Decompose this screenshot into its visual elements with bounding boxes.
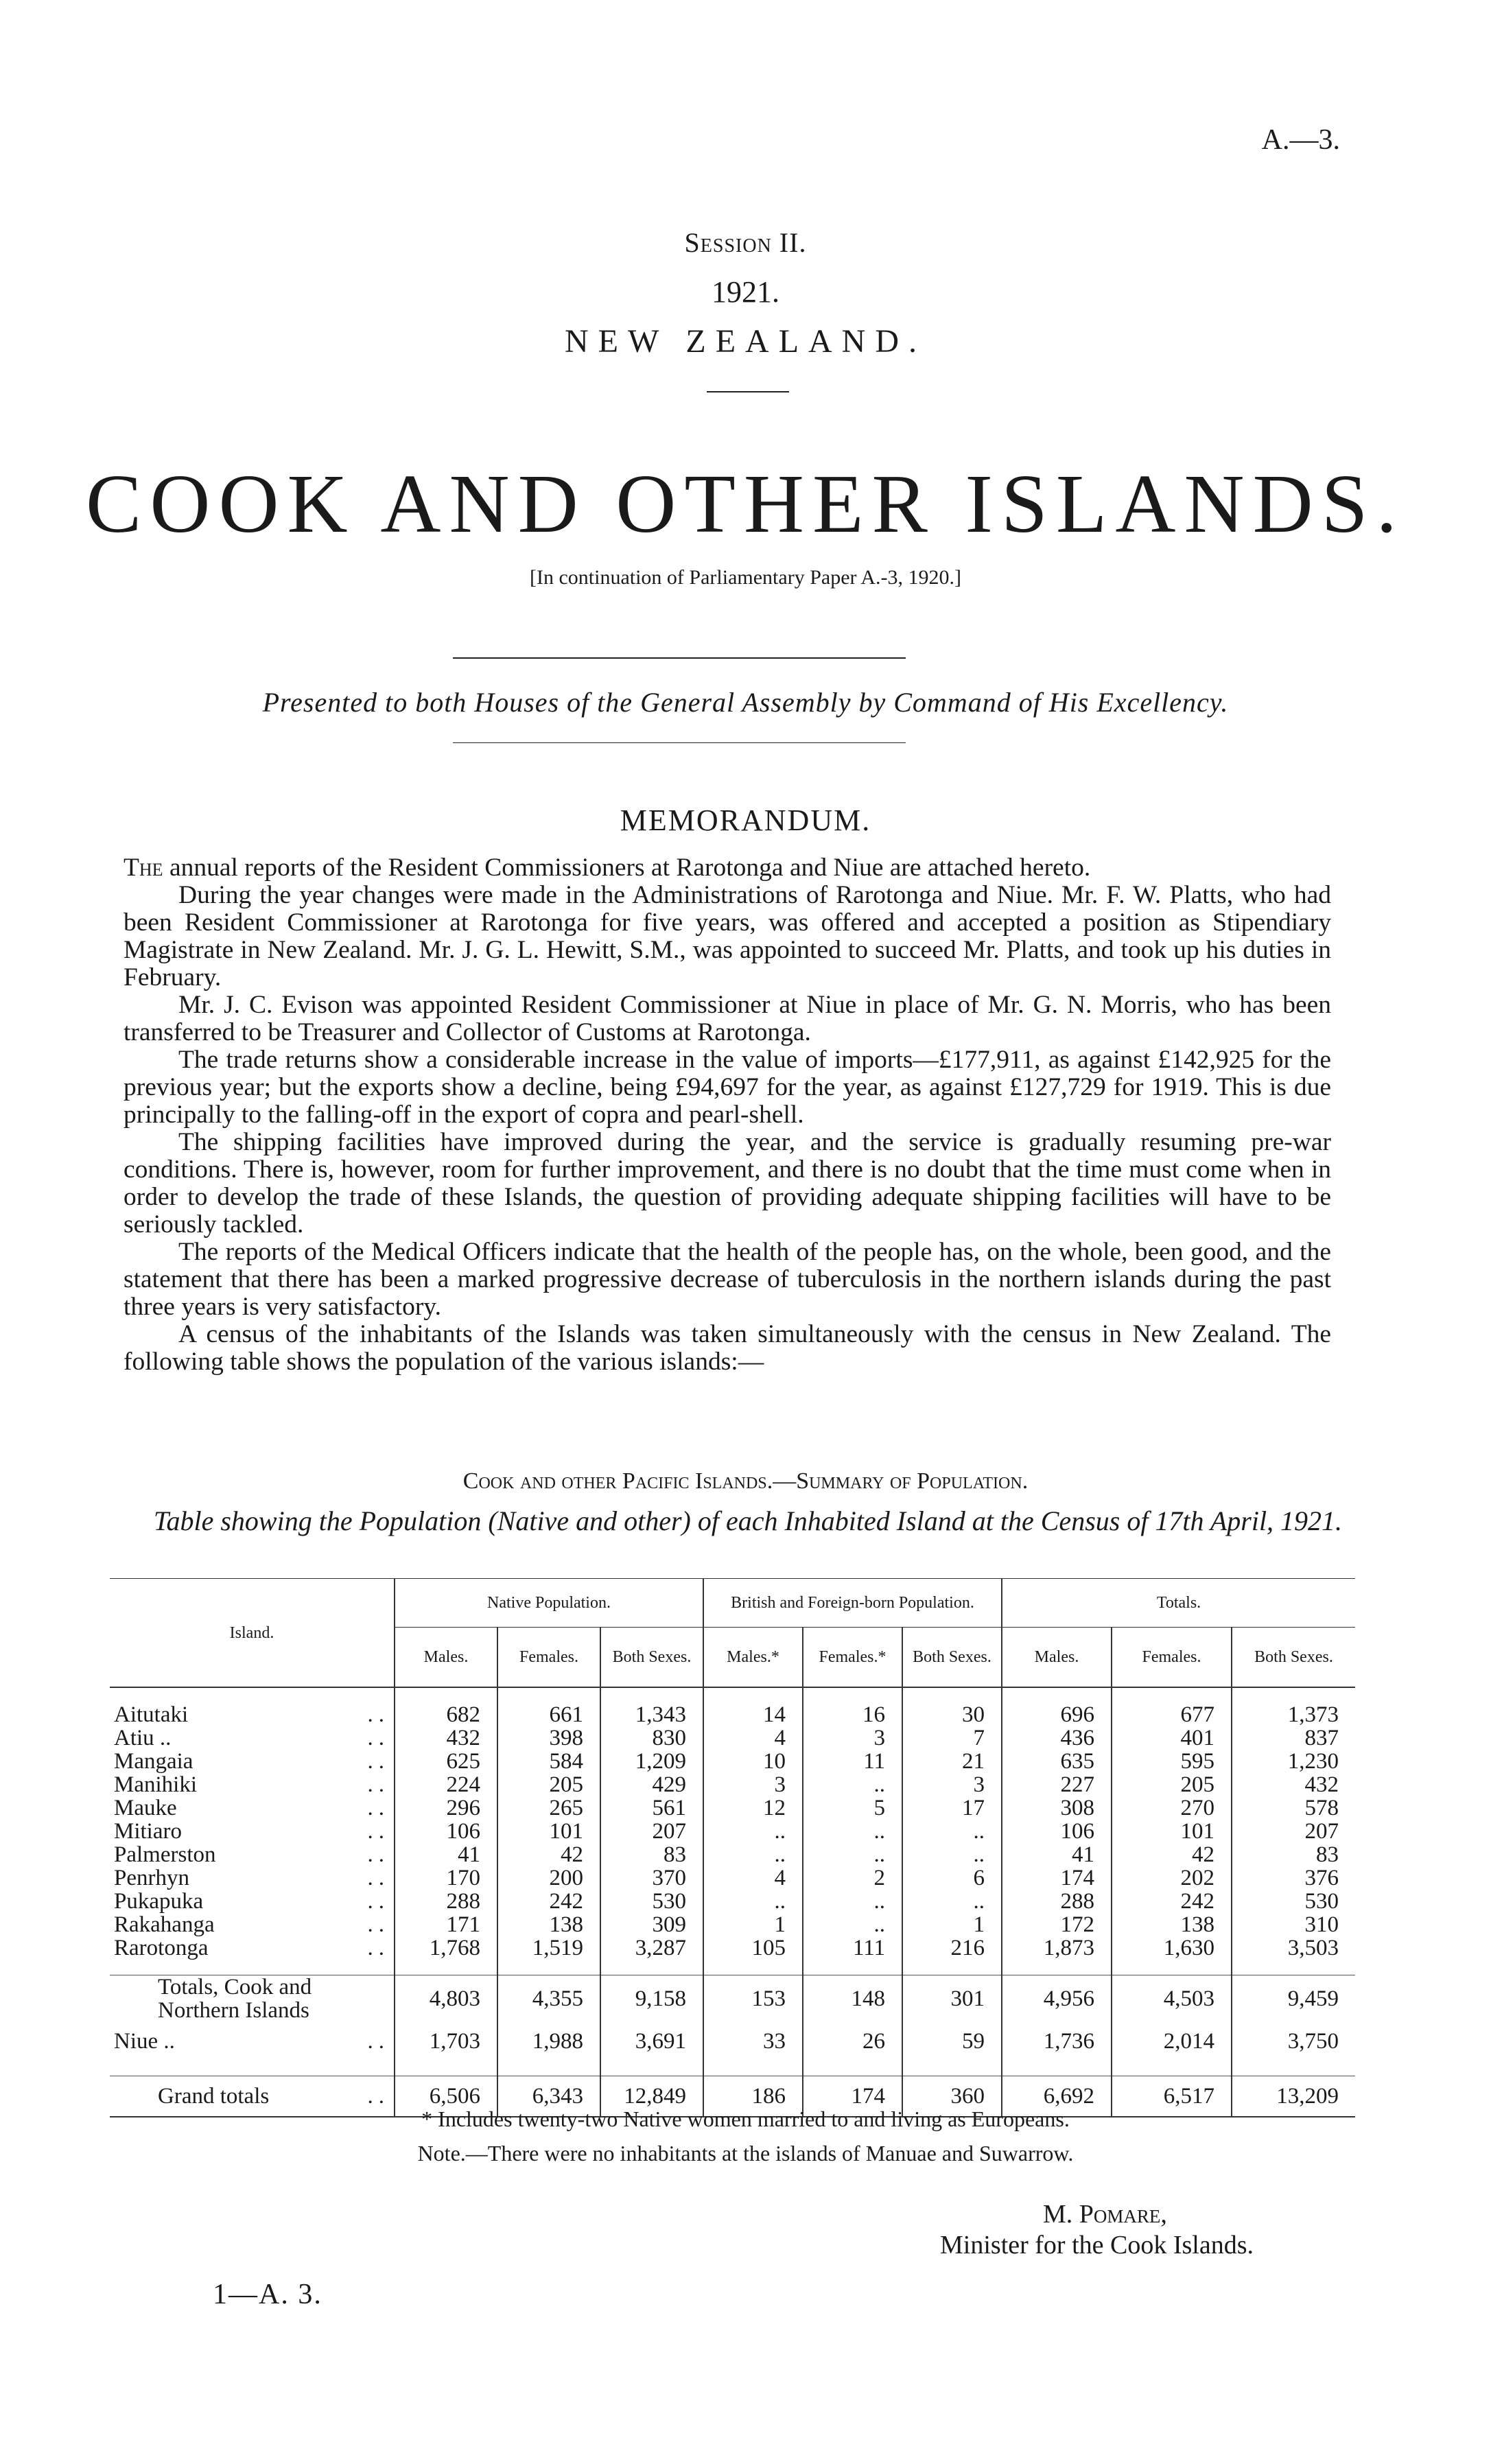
cell-tf: 202 <box>1112 1866 1232 1890</box>
cell-tm: 41 <box>1002 1843 1112 1866</box>
cell-grand-bm: 186 <box>703 2076 803 2117</box>
cell-tm: 172 <box>1002 1913 1112 1936</box>
grand-label-text: Grand totals <box>158 2084 270 2109</box>
cell-niue-bb: 59 <box>902 2022 1002 2061</box>
table-note: Note.—There were no inhabitants at the islands of Manuae and Suwarrow. <box>417 2141 1074 2166</box>
island-name-text: Mauke <box>114 1796 177 1820</box>
cell-nm: 682 <box>395 1703 497 1726</box>
memo-paragraph-2: During the year changes were made in the Administrations of Rarotonga and Niue. Mr. F. W. Platts, who had been Resident Commissioner at Rarotonga for five years, was offered and accepted a position as Stipendiary Magistrate in New Zealand. Mr. J. G. L. Hewitt, S.M., was appointed to succeed Mr. Platts, and took up his duties in February. <box>124 881 1331 992</box>
cell-tm: 227 <box>1002 1773 1112 1796</box>
cell-bm: 4 <box>703 1726 803 1750</box>
cell-niue-tb: 3,750 <box>1232 2022 1355 2061</box>
cell-bb: 30 <box>902 1703 1002 1726</box>
cell-nb: 207 <box>600 1820 703 1843</box>
cell-nf: 398 <box>497 1726 600 1750</box>
cell-tm: 696 <box>1002 1703 1112 1726</box>
cell-totals-nf: 4,355 <box>497 1975 600 2023</box>
cell-nm: 288 <box>395 1890 497 1913</box>
cell-bm: 10 <box>703 1750 803 1773</box>
cell-tf: 595 <box>1112 1750 1232 1773</box>
header-total-females: Females. <box>1112 1628 1232 1688</box>
cell-niue-bm: 33 <box>703 2022 803 2061</box>
memo-paragraph-5: The shipping facilities have improved during the year, and the service is gradually resuming pre-war conditions. There is, however, room for further improvement, and there is no doubt that the time must come when in order to develop the trade of these Islands, the question of providing adequate shipping facilities will have to be seriously tackled. <box>124 1128 1331 1239</box>
cell-nf: 242 <box>497 1890 600 1913</box>
cell-nm: 171 <box>395 1913 497 1936</box>
table-row <box>110 1726 1355 1750</box>
row-leader: .. <box>367 1889 390 1914</box>
cell-nm: 170 <box>395 1866 497 1890</box>
cell-grand-tm: 6,692 <box>1002 2076 1112 2117</box>
island-name <box>110 1843 395 1866</box>
header-total-both: Both Sexes. <box>1232 1628 1355 1688</box>
cell-tb: 578 <box>1232 1796 1355 1820</box>
cell-bb: 17 <box>902 1796 1002 1820</box>
cell-nm: 41 <box>395 1843 497 1866</box>
cell-totals-bf: 148 <box>803 1975 902 2023</box>
page-number: 1—A. 3. <box>213 2279 322 2310</box>
cell-nb: 370 <box>600 1866 703 1890</box>
header-native-both: Both Sexes. <box>600 1628 703 1688</box>
cell-niue-tm: 1,736 <box>1002 2022 1112 2061</box>
island-name <box>110 1820 395 1843</box>
cell-bb: .. <box>902 1820 1002 1843</box>
cell-tb: 1,373 <box>1232 1703 1355 1726</box>
row-leader: .. <box>367 1772 390 1797</box>
row-leader: .. <box>367 1819 390 1844</box>
cell-nb: 1,209 <box>600 1750 703 1773</box>
cell-grand-bf: 174 <box>803 2076 902 2117</box>
cell-bf: 5 <box>803 1796 902 1820</box>
memorandum-heading: MEMORANDUM. <box>620 803 871 837</box>
cell-nf: 205 <box>497 1773 600 1796</box>
cell-bb: 21 <box>902 1750 1002 1773</box>
cell-bf: .. <box>803 1890 902 1913</box>
cell-bm: 14 <box>703 1703 803 1726</box>
presented-line: Presented to both Houses of the General Assembly by Command of His Excellency. <box>262 687 1229 718</box>
cell-tb: 530 <box>1232 1890 1355 1913</box>
island-name <box>110 1936 395 1960</box>
header-british-population: British and Foreign-born Population. <box>703 1579 1002 1628</box>
island-name-text: Pukapuka <box>114 1889 204 1914</box>
memorandum-body <box>124 854 1331 1376</box>
cell-bb: 6 <box>902 1866 1002 1890</box>
cell-tm: 635 <box>1002 1750 1112 1773</box>
cell-tf: 42 <box>1112 1843 1232 1866</box>
country-label: NEW ZEALAND. <box>564 323 927 360</box>
cell-totals-tm: 4,956 <box>1002 1975 1112 2023</box>
row-leader: .. <box>367 1842 390 1867</box>
table-row <box>110 1843 1355 1866</box>
cell-nf: 584 <box>497 1750 600 1773</box>
cell-nf: 265 <box>497 1796 600 1820</box>
table-row <box>110 1936 1355 1960</box>
cell-nf: 1,519 <box>497 1936 600 1960</box>
cell-tm: 308 <box>1002 1796 1112 1820</box>
subtitle: [In continuation of Parliamentary Paper A.-3, 1920.] <box>529 566 961 589</box>
cell-tf: 401 <box>1112 1726 1232 1750</box>
cell-bf: 111 <box>803 1936 902 1960</box>
cell-bf: 2 <box>803 1866 902 1890</box>
memo-paragraph-4: The trade returns show a considerable increase in the value of imports—£177,911, as against £142,925 for the previous year; but the exports show a decline, being £94,697 for the year, as against £127,729 for 1919. This is due principally to the falling-off in the export of copra and pearl-shell. <box>124 1046 1331 1129</box>
cell-tm: 436 <box>1002 1726 1112 1750</box>
cell-tf: 101 <box>1112 1820 1232 1843</box>
cell-nf: 101 <box>497 1820 600 1843</box>
cell-tm: 174 <box>1002 1866 1112 1890</box>
totals-label: Totals, Cook and Northern Islands <box>158 1975 312 2023</box>
session-label: Session II. <box>684 227 807 258</box>
cell-tb: 837 <box>1232 1726 1355 1750</box>
cell-nf: 661 <box>497 1703 600 1726</box>
memo-paragraph-3: Mr. J. C. Evison was appointed Resident Commissioner at Niue in place of Mr. G. N. Morris, who has been transferred to be Treasurer and Collector of Customs at Rarotonga. <box>124 991 1331 1046</box>
cell-bb: .. <box>902 1890 1002 1913</box>
island-name-text: Rarotonga <box>114 1936 209 1960</box>
header-native-females: Females. <box>497 1628 600 1688</box>
cell-bm: .. <box>703 1843 803 1866</box>
memo-paragraph-7: A census of the inhabitants of the Islands was taken simultaneously with the census in New Zealand. The following table shows the population of the various islands:— <box>124 1320 1331 1376</box>
island-name <box>110 1703 395 1726</box>
cell-bf: .. <box>803 1773 902 1796</box>
table-footnote: * Includes twenty-two Native women married to and living as Europeans. <box>421 2107 1070 2131</box>
cell-totals-tf: 4,503 <box>1112 1975 1232 2023</box>
cell-niue-nf: 1,988 <box>497 2022 600 2061</box>
cell-totals-tb: 9,459 <box>1232 1975 1355 2023</box>
table-row <box>110 1773 1355 1796</box>
cell-bf: 3 <box>803 1726 902 1750</box>
cell-nf: 200 <box>497 1866 600 1890</box>
cell-bb: 1 <box>902 1913 1002 1936</box>
cell-nb: 309 <box>600 1913 703 1936</box>
row-leader: .. <box>367 1866 390 1890</box>
row-leader: .. <box>367 1796 390 1820</box>
cell-bf: .. <box>803 1913 902 1936</box>
cell-totals-nb: 9,158 <box>600 1975 703 2023</box>
cell-totals-bb: 301 <box>902 1975 1002 2023</box>
table-row <box>110 1913 1355 1936</box>
cell-bm: 3 <box>703 1773 803 1796</box>
table-title: Cook and other Pacific Islands.—Summary of Population. <box>462 1468 1029 1494</box>
cell-tb: 3,503 <box>1232 1936 1355 1960</box>
island-name-text: Manihiki <box>114 1772 197 1797</box>
cell-bm: .. <box>703 1820 803 1843</box>
island-name-text: Mitiaro <box>114 1819 182 1844</box>
memo-paragraph-1 <box>124 854 1331 882</box>
cell-nb: 830 <box>600 1726 703 1750</box>
cell-niue-nm: 1,703 <box>395 2022 497 2061</box>
cell-bb: 216 <box>902 1936 1002 1960</box>
header-totals: Totals. <box>1002 1579 1355 1628</box>
header-native-males: Males. <box>395 1628 497 1688</box>
cell-nb: 83 <box>600 1843 703 1866</box>
cell-bm: 105 <box>703 1936 803 1960</box>
cell-tf: 677 <box>1112 1703 1232 1726</box>
table-row-totals-cook-northern <box>110 1975 1355 2023</box>
island-name <box>110 1726 395 1750</box>
header-total-males: Males. <box>1002 1628 1112 1688</box>
table-row <box>110 1703 1355 1726</box>
cell-tm: 106 <box>1002 1820 1112 1843</box>
island-name <box>110 1773 395 1796</box>
presented-rule-bottom <box>453 742 906 743</box>
signature-name: M. Pomare, <box>1043 2200 1167 2229</box>
island-name <box>110 1913 395 1936</box>
cell-tf: 205 <box>1112 1773 1232 1796</box>
island-name-text: Mangaia <box>114 1749 193 1774</box>
population-table <box>110 1578 1355 2117</box>
header-british-females: Females.* <box>803 1628 902 1688</box>
cell-niue-nb: 3,691 <box>600 2022 703 2061</box>
cell-grand-nb: 12,849 <box>600 2076 703 2117</box>
table-caption: Table showing the Population (Native and other) of each Inhabited Island at the Census of 17th April, 1921. <box>153 1505 1343 1536</box>
cell-tb: 376 <box>1232 1866 1355 1890</box>
cell-nm: 296 <box>395 1796 497 1820</box>
header-british-both: Both Sexes. <box>902 1628 1002 1688</box>
cell-nb: 3,287 <box>600 1936 703 1960</box>
cell-tf: 138 <box>1112 1913 1232 1936</box>
memo-lead-word: The <box>124 854 163 882</box>
cell-bm: 12 <box>703 1796 803 1820</box>
header-british-males: Males.* <box>703 1628 803 1688</box>
cell-nm: 432 <box>395 1726 497 1750</box>
table-row <box>110 1796 1355 1820</box>
table-row <box>110 1820 1355 1843</box>
presented-rule-top <box>453 657 906 659</box>
signature-title: Minister for the Cook Islands. <box>940 2231 1254 2260</box>
year-label: 1921. <box>712 275 779 309</box>
cell-tf: 242 <box>1112 1890 1232 1913</box>
row-leader: .. <box>367 1749 390 1774</box>
cell-nm: 1,768 <box>395 1936 497 1960</box>
cell-bm: 1 <box>703 1913 803 1936</box>
cell-tb: 83 <box>1232 1843 1355 1866</box>
cell-nb: 561 <box>600 1796 703 1820</box>
header-island: Island. <box>110 1579 395 1688</box>
memo-paragraph-6: The reports of the Medical Officers indicate that the health of the people has, on the whole, been good, and the statement that there has been a marked progressive decrease of tuberculosis in the northern islands during the past three years is very satisfactory. <box>124 1238 1331 1321</box>
cell-tf: 1,630 <box>1112 1936 1232 1960</box>
island-name-text: Aitutaki <box>114 1702 189 1727</box>
cell-nf: 42 <box>497 1843 600 1866</box>
header-divider <box>707 391 789 392</box>
cell-nm: 106 <box>395 1820 497 1843</box>
cell-niue-tf: 2,014 <box>1112 2022 1232 2061</box>
island-name <box>110 1890 395 1913</box>
cell-tm: 288 <box>1002 1890 1112 1913</box>
island-name-text: Rakahanga <box>114 1912 215 1937</box>
cell-grand-nf: 6,343 <box>497 2076 600 2117</box>
island-name-text: Penrhyn <box>114 1866 189 1890</box>
row-leader: .. <box>367 1702 390 1727</box>
cell-bb: 7 <box>902 1726 1002 1750</box>
cell-totals-nm: 4,803 <box>395 1975 497 2023</box>
page-reference: A.—3. <box>1261 124 1340 156</box>
island-name-text: Palmerston <box>114 1842 216 1867</box>
cell-bf: .. <box>803 1843 902 1866</box>
cell-niue-bf: 26 <box>803 2022 902 2061</box>
cell-bf: 16 <box>803 1703 902 1726</box>
cell-tb: 1,230 <box>1232 1750 1355 1773</box>
cell-bf: .. <box>803 1820 902 1843</box>
cell-nb: 1,343 <box>600 1703 703 1726</box>
row-leader: .. <box>367 1936 390 1960</box>
cell-nm: 224 <box>395 1773 497 1796</box>
island-name <box>110 1750 395 1773</box>
island-name-text: Atiu .. <box>114 1726 172 1750</box>
cell-nm: 625 <box>395 1750 497 1773</box>
cell-bf: 11 <box>803 1750 902 1773</box>
island-name <box>110 1866 395 1890</box>
cell-grand-nm: 6,506 <box>395 2076 497 2117</box>
cell-bm: 4 <box>703 1866 803 1890</box>
memo-paragraph-1-text: annual reports of the Resident Commissioners at Rarotonga and Niue are attached hereto. <box>169 854 1091 882</box>
row-leader: .. <box>367 2084 390 2109</box>
row-leader: .. <box>367 2029 390 2054</box>
table-row <box>110 1866 1355 1890</box>
cell-tb: 310 <box>1232 1913 1355 1936</box>
niue-label <box>110 2022 395 2061</box>
cell-nb: 429 <box>600 1773 703 1796</box>
header-native-population: Native Population. <box>395 1579 703 1628</box>
table-row-niue <box>110 2022 1355 2061</box>
row-leader: .. <box>367 1912 390 1937</box>
cell-bb: 3 <box>902 1773 1002 1796</box>
cell-grand-tb: 13,209 <box>1232 2076 1355 2117</box>
cell-bb: .. <box>902 1843 1002 1866</box>
cell-totals-bm: 153 <box>703 1975 803 2023</box>
island-name <box>110 1796 395 1820</box>
row-leader: .. <box>367 1726 390 1750</box>
cell-grand-bb: 360 <box>902 2076 1002 2117</box>
cell-nb: 530 <box>600 1890 703 1913</box>
cell-tm: 1,873 <box>1002 1936 1112 1960</box>
table-row <box>110 1890 1355 1913</box>
cell-grand-tf: 6,517 <box>1112 2076 1232 2117</box>
cell-tb: 432 <box>1232 1773 1355 1796</box>
niue-label-text: Niue .. <box>114 2029 175 2054</box>
cell-bm: .. <box>703 1890 803 1913</box>
cell-tf: 270 <box>1112 1796 1232 1820</box>
page-title: COOK AND OTHER ISLANDS. <box>85 458 1406 550</box>
table-row <box>110 1750 1355 1773</box>
cell-tb: 207 <box>1232 1820 1355 1843</box>
cell-nf: 138 <box>497 1913 600 1936</box>
